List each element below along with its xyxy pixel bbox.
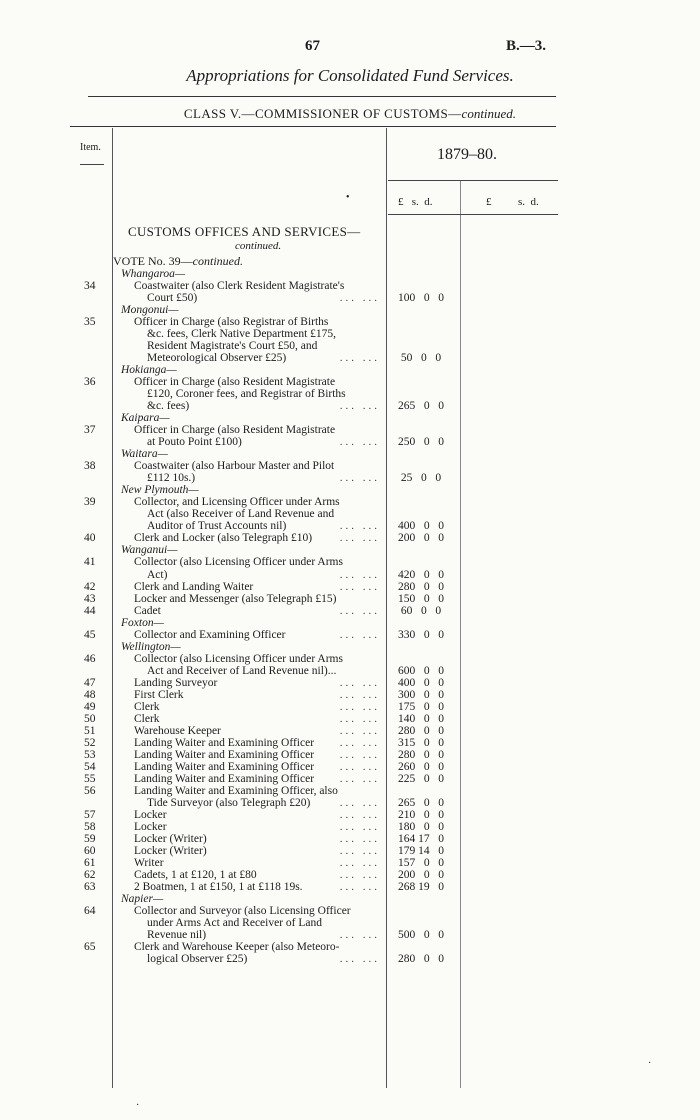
district-heading: Foxton—: [121, 617, 164, 629]
line-description: Meteorological Observer £25): [147, 352, 287, 364]
item-number: 48: [84, 689, 96, 701]
item-number: 42: [84, 581, 96, 593]
amount-value: 265 0 0: [398, 400, 444, 412]
amount-value: 268 19 0: [398, 881, 444, 893]
amount-value: 280 0 0: [398, 581, 444, 593]
dot-leader: ... ...: [339, 857, 380, 869]
line-description: Cadets, 1 at £120, 1 at £80: [134, 869, 257, 881]
item-number: 62: [84, 869, 96, 881]
amount-value: 180 0 0: [398, 821, 444, 833]
units-header-shillings-pence: s. d.: [518, 196, 539, 208]
item-number: 40: [84, 532, 96, 544]
amount-value: 250 0 0: [398, 436, 444, 448]
item-number: 38: [84, 460, 96, 472]
line-description: Collector and Surveyor (also Licensing Officer: [134, 905, 351, 917]
units-header-rule: [388, 214, 558, 215]
dot-leader: ... ...: [339, 352, 380, 364]
line-description: Court £50): [147, 292, 198, 304]
dot-leader: ... ...: [339, 400, 380, 412]
line-description: £112 10s.): [147, 472, 196, 484]
item-number: 46: [84, 653, 96, 665]
item-number: 59: [84, 833, 96, 845]
line-description: Collector (also Licensing Officer under Arms: [134, 556, 343, 568]
line-description: Resident Magistrate's Court £50, and: [147, 340, 318, 352]
dot-leader: ... ...: [339, 953, 380, 965]
section-heading: CUSTOMS OFFICES AND SERVICES—: [128, 224, 361, 239]
dot-leader: ... ...: [339, 569, 380, 581]
item-number: 51: [84, 725, 96, 737]
document-reference: B.—3.: [506, 38, 547, 54]
dot-leader: ... ...: [339, 520, 380, 532]
item-number: 50: [84, 713, 96, 725]
district-heading: Waitara—: [121, 448, 168, 460]
amount-value: 179 14 0: [398, 845, 444, 857]
amount-value: 60 0 0: [398, 605, 442, 617]
units-header-pound: £: [486, 196, 492, 208]
dot-leader: ... ...: [339, 929, 380, 941]
line-description: Coastwaiter (also Clerk Resident Magistrate's: [134, 280, 345, 292]
amount-value: 280 0 0: [398, 725, 444, 737]
vote-number: VOTE No. 39—: [113, 254, 193, 268]
line-description: Warehouse Keeper: [134, 725, 221, 737]
line-description: Collector, and Licensing Officer under Arms: [134, 496, 340, 508]
dot-leader: ... ...: [339, 532, 380, 544]
amount-value: 25 0 0: [398, 472, 442, 484]
margin-mark: ·: [648, 1058, 652, 1069]
amount-value: 400 0 0: [398, 677, 444, 689]
item-number: 63: [84, 881, 96, 893]
line-description: Clerk and Warehouse Keeper (also Meteoro-: [134, 941, 340, 953]
item-number: 58: [84, 821, 96, 833]
item-number: 34: [84, 280, 96, 292]
amount-value: 200 0 0: [398, 869, 444, 881]
line-description: Landing Waiter and Examining Officer: [134, 761, 315, 773]
item-number: 36: [84, 376, 96, 388]
amount-value: 400 0 0: [398, 520, 444, 532]
item-number: 43: [84, 593, 96, 605]
item-number: 44: [84, 605, 96, 617]
line-description: Locker (Writer): [134, 845, 207, 857]
item-number: 54: [84, 761, 96, 773]
item-number: 60: [84, 845, 96, 857]
line-description: £120, Coroner fees, and Registrar of Births: [147, 388, 346, 400]
line-description: Landing Surveyor: [134, 677, 218, 689]
item-number: 49: [84, 701, 96, 713]
amount-value: 330 0 0: [398, 629, 444, 641]
line-description: Locker and Messenger (also Telegraph £15): [134, 593, 337, 605]
line-description: logical Observer £25): [147, 953, 248, 965]
line-description: Clerk and Landing Waiter: [134, 581, 254, 593]
item-number: 65: [84, 941, 96, 953]
dot-leader: ... ...: [339, 737, 380, 749]
dot-leader: ... ...: [339, 472, 380, 484]
item-number: 47: [84, 677, 96, 689]
dot-leader: ... ...: [339, 436, 380, 448]
line-description: Officer in Charge (also Registrar of Births: [134, 316, 329, 328]
district-heading: Wellington—: [121, 641, 181, 653]
section-continued: continued.: [235, 240, 282, 252]
line-description: Locker (Writer): [134, 833, 207, 845]
line-description: Auditor of Trust Accounts nil): [147, 520, 287, 532]
line-description: Collector and Examining Officer: [134, 629, 286, 641]
subtitle-main: CLASS V.—COMMISSIONER OF CUSTOMS—: [183, 106, 462, 121]
page-number: 67: [305, 38, 320, 54]
amount-value: 600 0 0: [398, 665, 444, 677]
item-number: 55: [84, 773, 96, 785]
item-number: 57: [84, 809, 96, 821]
amount-value: 260 0 0: [398, 761, 444, 773]
dot-leader: ... ...: [339, 761, 380, 773]
amount-column-divider: [460, 180, 461, 1088]
district-heading: Napier—: [121, 893, 164, 905]
vote-label: [113, 254, 243, 269]
item-header-underline: [80, 164, 104, 165]
district-heading: Kaipara—: [121, 412, 170, 424]
line-description: Collector (also Licensing Officer under Arms: [134, 653, 343, 665]
line-description: Locker: [134, 821, 167, 833]
item-number: 52: [84, 737, 96, 749]
dot-leader: ... ...: [339, 581, 380, 593]
amount-value: 200 0 0: [398, 532, 444, 544]
line-description: Landing Waiter and Examining Officer, also: [134, 785, 338, 797]
vote-continued: continued.: [192, 254, 243, 268]
item-column-divider: [112, 128, 113, 1088]
amount-value: 280 0 0: [398, 749, 444, 761]
line-description: &c. fees): [147, 400, 190, 412]
item-column-header: Item.: [80, 142, 101, 153]
item-number: 61: [84, 857, 96, 869]
amount-value: 420 0 0: [398, 569, 444, 581]
amount-value: 100 0 0: [398, 292, 444, 304]
line-description: Clerk: [134, 713, 160, 725]
dot-leader: ... ...: [339, 689, 380, 701]
amount-value: 280 0 0: [398, 953, 444, 965]
table-top-rule: [70, 126, 556, 127]
amount-value: 150 0 0: [398, 593, 444, 605]
line-description: Act): [147, 569, 168, 581]
line-description: Act and Receiver of Land Revenue nil)...: [147, 665, 337, 677]
district-heading: Whangaroa—: [121, 268, 186, 280]
item-number: 64: [84, 905, 96, 917]
line-description: Writer: [134, 857, 164, 869]
dot-leader: ... ...: [339, 833, 380, 845]
item-number: 41: [84, 556, 96, 568]
line-description: Clerk and Locker (also Telegraph £10): [134, 532, 313, 544]
title-rule: [88, 96, 556, 97]
item-number: 39: [84, 496, 96, 508]
district-heading: Wanganui—: [121, 544, 178, 556]
line-description: First Clerk: [134, 689, 184, 701]
district-heading: Hokianga—: [121, 364, 177, 376]
line-description: Tide Surveyor (also Telegraph £20): [147, 797, 311, 809]
units-header-estimate: £ s. d.: [398, 196, 433, 208]
dot-leader: ... ...: [339, 845, 380, 857]
margin-mark: ·: [136, 1100, 140, 1111]
line-description: Act (also Receiver of Land Revenue and: [147, 508, 335, 520]
item-number: 45: [84, 629, 96, 641]
dot-leader: ... ...: [339, 869, 380, 881]
line-description: Cadet: [134, 605, 161, 617]
line-description: Landing Waiter and Examining Officer: [134, 737, 315, 749]
line-description: &c. fees, Clerk Native Department £175,: [147, 328, 337, 340]
amount-value: 50 0 0: [398, 352, 442, 364]
amount-value: 175 0 0: [398, 701, 444, 713]
line-description: Landing Waiter and Examining Officer: [134, 773, 315, 785]
leader-dot: •: [346, 192, 350, 203]
line-description: Landing Waiter and Examining Officer: [134, 749, 315, 761]
line-description: Officer in Charge (also Resident Magistrate: [134, 376, 336, 388]
line-description: 2 Boatmen, 1 at £150, 1 at £118 19s.: [134, 881, 303, 893]
dot-leader: ... ...: [339, 605, 380, 617]
dot-leader: ... ...: [339, 881, 380, 893]
dot-leader: ... ...: [339, 797, 380, 809]
item-number: 56: [84, 785, 96, 797]
amount-value: 140 0 0: [398, 713, 444, 725]
line-description: Officer in Charge (also Resident Magistrate: [134, 424, 336, 436]
district-heading: Mongonui—: [121, 304, 179, 316]
line-description: Coastwaiter (also Harbour Master and Pilot: [134, 460, 335, 472]
dot-leader: ... ...: [339, 821, 380, 833]
line-description: Locker: [134, 809, 167, 821]
description-column-divider: [386, 128, 387, 1088]
item-number: 53: [84, 749, 96, 761]
amount-value: 500 0 0: [398, 929, 444, 941]
line-description: Revenue nil): [147, 929, 207, 941]
dot-leader: ... ...: [339, 713, 380, 725]
amount-value: 315 0 0: [398, 737, 444, 749]
class-subtitle: [0, 106, 700, 122]
dot-leader: ... ...: [339, 292, 380, 304]
line-description: under Arms Act and Receiver of Land: [147, 917, 322, 929]
item-number: 37: [84, 424, 96, 436]
subtitle-continued: continued.: [461, 106, 517, 121]
dot-leader: ... ...: [339, 629, 380, 641]
dot-leader: ... ...: [339, 773, 380, 785]
dot-leader: ... ...: [339, 809, 380, 821]
page-title: Appropriations for Consolidated Fund Services.: [186, 66, 514, 85]
year-header-rule: [388, 180, 558, 181]
district-heading: New Plymouth—: [121, 484, 199, 496]
amount-value: 265 0 0: [398, 797, 444, 809]
dot-leader: ... ...: [339, 725, 380, 737]
line-description: Clerk: [134, 701, 160, 713]
amount-value: 157 0 0: [398, 857, 444, 869]
dot-leader: ... ...: [339, 677, 380, 689]
amount-value: 164 17 0: [398, 833, 444, 845]
amount-value: 225 0 0: [398, 773, 444, 785]
amount-value: 210 0 0: [398, 809, 444, 821]
dot-leader: ... ...: [339, 701, 380, 713]
dot-leader: ... ...: [339, 749, 380, 761]
item-number: 35: [84, 316, 96, 328]
year-header: 1879–80.: [437, 146, 497, 163]
amount-value: 300 0 0: [398, 689, 444, 701]
line-description: at Pouto Point £100): [147, 436, 242, 448]
